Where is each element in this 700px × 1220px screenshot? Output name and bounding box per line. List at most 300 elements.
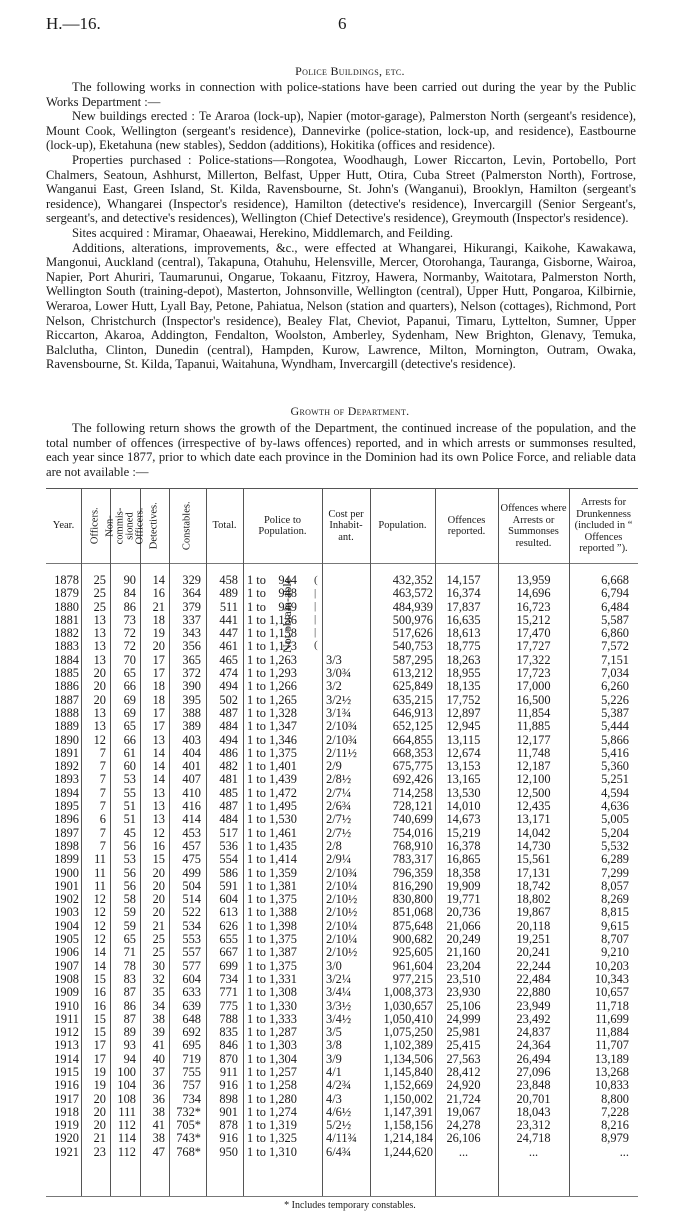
cell-offences-arrests: 12,100 xyxy=(516,772,551,787)
table-row xyxy=(46,1053,638,1066)
cell-cost-per-inhabitant: 2/6¾ xyxy=(326,799,352,814)
cell-offences-arrests: 13,171 xyxy=(516,812,551,827)
cell-population: 1,102,389 xyxy=(383,1038,433,1053)
cell-nco: 51 xyxy=(123,812,136,827)
cell-nco: 69 xyxy=(123,692,136,707)
cell-drunkenness-arrests: 5,204 xyxy=(601,825,629,840)
cell-nco: 53 xyxy=(123,772,136,787)
brace-decoration: ( | | | | ( xyxy=(314,574,318,651)
cell-constables: 557 xyxy=(182,945,201,960)
cell-offences-arrests: 17,727 xyxy=(516,639,551,654)
cell-total: 916 xyxy=(219,1131,238,1146)
cell-offences-reported: 14,010 xyxy=(446,799,481,814)
cell-police-to-population: 1 to 1,308 xyxy=(247,985,297,1000)
document-reference: H.—16. xyxy=(46,14,101,33)
cell-police-to-population: 1 to 1,401 xyxy=(247,759,297,774)
cell-cost-per-inhabitant: 3/0 xyxy=(326,958,342,973)
cell-constables: 379 xyxy=(182,599,201,614)
cell-population: 714,258 xyxy=(392,785,433,800)
cell-total: 901 xyxy=(219,1104,238,1119)
column-header-nco: Non-commis-sioned Officers. xyxy=(104,507,146,545)
cell-drunkenness-arrests: 7,228 xyxy=(601,1104,629,1119)
table-row xyxy=(46,800,638,813)
cell-year: 1912 xyxy=(54,1025,79,1040)
section-title-police-buildings: Police Buildings, etc. xyxy=(295,64,405,78)
cell-nco: 56 xyxy=(123,838,136,853)
table-row xyxy=(46,720,638,733)
cell-offences-arrests: 23,312 xyxy=(516,1118,551,1133)
cell-population: 675,775 xyxy=(392,759,433,774)
table-row xyxy=(46,867,638,880)
cell-police-to-population: 1 to 1,375 xyxy=(247,745,297,760)
cell-nco: 59 xyxy=(123,905,136,920)
cell-population: 540,753 xyxy=(392,639,433,654)
cell-officers: 12 xyxy=(93,892,106,907)
cell-drunkenness-arrests: 11,718 xyxy=(595,998,629,1013)
cell-offences-reported: 17,752 xyxy=(446,692,481,707)
cell-cost-per-inhabitant: 2/10½ xyxy=(326,905,358,920)
table-row xyxy=(46,813,638,826)
table-row xyxy=(46,946,638,959)
cell-detectives: 14 xyxy=(152,745,165,760)
cell-drunkenness-arrests: 9,615 xyxy=(601,918,629,933)
table-row xyxy=(46,1119,638,1132)
cell-offences-reported: 14,157 xyxy=(446,573,481,587)
cell-offences-arrests: 11,885 xyxy=(516,719,551,734)
cell-year: 1881 xyxy=(54,612,79,627)
cell-constables: 577 xyxy=(182,958,201,973)
cell-population: 625,849 xyxy=(392,679,433,694)
cell-cost-per-inhabitant: 2/11½ xyxy=(326,745,357,760)
cell-year: 1901 xyxy=(54,878,79,893)
cell-year: 1911 xyxy=(54,1011,79,1026)
cell-offences-arrests: 17,470 xyxy=(516,626,551,641)
cell-detectives: 32 xyxy=(152,971,165,986)
table-row xyxy=(46,840,638,853)
cell-offences-arrests: 12,500 xyxy=(516,785,551,800)
cell-police-to-population: 1 to 1,258 xyxy=(247,1078,297,1093)
cell-officers: 12 xyxy=(93,905,106,920)
cell-total: 474 xyxy=(219,666,238,681)
cell-year: 1913 xyxy=(54,1038,79,1053)
cell-offences-reported: 24,278 xyxy=(446,1118,481,1133)
cell-detectives: 38 xyxy=(152,1011,165,1026)
cell-total: 482 xyxy=(219,759,238,774)
cell-drunkenness-arrests: 8,815 xyxy=(601,905,629,920)
cell-population: 1,134,506 xyxy=(383,1051,433,1066)
cell-detectives: 21 xyxy=(152,918,165,933)
cell-drunkenness-arrests: 5,360 xyxy=(601,759,629,774)
cell-constables: 372 xyxy=(182,666,201,681)
cell-offences-arrests: 14,696 xyxy=(516,586,551,601)
cell-police-to-population: 1 to 1,257 xyxy=(247,1064,297,1079)
cell-nco: 86 xyxy=(123,599,136,614)
table-row xyxy=(46,827,638,840)
cell-total: 775 xyxy=(219,998,238,1013)
cell-cost-per-inhabitant: 6/4¾ xyxy=(326,1144,352,1159)
cell-offences-arrests: 18,043 xyxy=(516,1104,551,1119)
cell-constables: 534 xyxy=(182,918,201,933)
cell-police-to-population: 1 to 1,263 xyxy=(247,652,297,667)
cell-offences-arrests: 12,187 xyxy=(516,759,551,774)
cell-cost-per-inhabitant: 4/1 xyxy=(326,1064,342,1079)
cell-offences-arrests: 17,131 xyxy=(516,865,551,880)
cell-offences-reported: 16,378 xyxy=(446,838,481,853)
cell-year: 1887 xyxy=(54,692,79,707)
table-row xyxy=(46,654,638,667)
cell-offences-arrests: 23,949 xyxy=(516,998,551,1013)
column-header-total: Total. xyxy=(212,520,237,532)
table-row xyxy=(46,1093,638,1106)
cell-constables: 364 xyxy=(182,586,201,601)
cell-cost-per-inhabitant: 3/4¼ xyxy=(326,985,352,1000)
cell-police-to-population: 1 to 1,136 xyxy=(247,612,297,627)
cell-year: 1905 xyxy=(54,932,79,947)
cell-constables: 757 xyxy=(182,1078,201,1093)
cell-offences-arrests: 18,742 xyxy=(516,878,551,893)
cell-nco: 51 xyxy=(123,799,136,814)
cell-offences-reported: 20,249 xyxy=(446,932,481,947)
cell-year: 1917 xyxy=(54,1091,79,1106)
cell-nco: 70 xyxy=(123,652,136,667)
cell-detectives: 13 xyxy=(152,799,165,814)
cell-police-to-population: 1 to 1,330 xyxy=(247,998,297,1013)
cell-offences-reported: 14,673 xyxy=(446,812,481,827)
cell-drunkenness-arrests: 13,189 xyxy=(594,1051,629,1066)
cell-total: 487 xyxy=(219,705,238,720)
cell-total: 465 xyxy=(219,652,238,667)
cell-year: 1915 xyxy=(54,1064,79,1079)
cell-detectives: 41 xyxy=(152,1038,165,1053)
cell-officers: 7 xyxy=(99,772,106,787)
cell-officers: 13 xyxy=(93,626,106,641)
cell-total: 898 xyxy=(219,1091,238,1106)
cell-police-to-population: 1 to 1,319 xyxy=(247,1118,297,1133)
cell-drunkenness-arrests: 6,860 xyxy=(601,626,629,641)
cell-officers: 7 xyxy=(99,799,106,814)
table-row xyxy=(46,1026,638,1039)
cell-officers: 21 xyxy=(93,1131,106,1146)
cell-constables: 365 xyxy=(182,652,201,667)
cell-police-to-population: 1 to 1,266 xyxy=(247,679,297,694)
table-row xyxy=(46,1132,638,1145)
cell-population: 1,150,002 xyxy=(383,1091,433,1106)
cell-constables: 719 xyxy=(182,1051,201,1066)
cell-total: 502 xyxy=(219,692,238,707)
cell-nco: 72 xyxy=(123,639,136,654)
cell-population: 668,353 xyxy=(392,745,433,760)
cell-nco: 93 xyxy=(123,1038,136,1053)
cell-year: 1893 xyxy=(54,772,79,787)
cell-total: 699 xyxy=(219,958,238,973)
cell-offences-arrests: 19,251 xyxy=(516,932,551,947)
cell-offences-arrests: 22,244 xyxy=(516,958,551,973)
cell-detectives: 14 xyxy=(152,772,165,787)
cell-cost-per-inhabitant: 2/9¼ xyxy=(326,852,352,867)
cell-officers: 25 xyxy=(93,599,106,614)
cell-offences-reported: 12,945 xyxy=(446,719,481,734)
cell-cost-per-inhabitant: 3/8 xyxy=(326,1038,342,1053)
cell-police-to-population: 1 to 1,387 xyxy=(247,945,297,960)
cell-total: 916 xyxy=(219,1078,238,1093)
cell-detectives: 38 xyxy=(152,1104,165,1119)
cell-total: 486 xyxy=(219,745,238,760)
cell-police-to-population: 1 to 1,293 xyxy=(247,666,297,681)
cell-total: 771 xyxy=(219,985,238,1000)
cell-drunkenness-arrests: 6,668 xyxy=(601,573,629,587)
cell-population: 1,158,156 xyxy=(383,1118,433,1133)
cell-year: 1918 xyxy=(54,1104,79,1119)
cell-detectives: 37 xyxy=(152,1064,165,1079)
cell-detectives: 25 xyxy=(152,945,165,960)
cell-total: 950 xyxy=(219,1144,238,1159)
cell-population: 1,145,840 xyxy=(383,1064,433,1079)
cell-officers: 20 xyxy=(93,666,106,681)
cell-drunkenness-arrests: 7,299 xyxy=(601,865,629,880)
cell-year: 1886 xyxy=(54,679,79,694)
cell-year: 1895 xyxy=(54,799,79,814)
police-buildings-text xyxy=(46,80,636,372)
table-header xyxy=(46,489,638,563)
cell-nco: 66 xyxy=(123,679,136,694)
cell-police-to-population: 1 to 1,375 xyxy=(247,892,297,907)
cell-officers: 11 xyxy=(94,852,106,867)
cell-detectives: 20 xyxy=(152,865,165,880)
cell-officers: 19 xyxy=(93,1064,106,1079)
cell-police-to-population: 1 to 1,375 xyxy=(247,958,297,973)
cell-population: 613,212 xyxy=(392,666,433,681)
column-header-police-to-population: Police to Population. xyxy=(258,514,307,537)
cell-cost-per-inhabitant: 5/2½ xyxy=(326,1118,352,1133)
cell-constables: 329 xyxy=(182,573,201,587)
cell-total: 667 xyxy=(219,945,238,960)
column-header-offences-arrests: Offences where Arrests or Summonses resulted. xyxy=(500,503,567,549)
cell-offences-arrests: 18,802 xyxy=(516,892,551,907)
cell-offences-arrests: 27,096 xyxy=(516,1064,551,1079)
cell-drunkenness-arrests: 10,203 xyxy=(594,958,629,973)
cell-population: 646,913 xyxy=(392,705,433,720)
paragraph: Additions, alterations, improvements, &c., were effected at Whangarei, Hikurangi, Kaikohe, Kawakawa, Mangonui, Auckland (central), Takapuna, Otahuhu, Helensville, Mercer, Otorohanga, Tauranga, Gisborne, Wairoa, Napier, Port Ahuriri, Taumarunui, Ongarue, Tokaanu, Fitzroy, Hawera, Normanby, Waitotara, Palmerston North, Wellington South (training-depot), Masterton, Johnsonville, Wellington (central), Upper Hutt, Pongaroa, Kilbirnie, Weraroa, Lower Hutt, Lyall Bay, Petone, Pahiatua, Nelson (station and quarters), Nelson (cottages), Richmond, Port Nelson, Christchurch (Inspector's residence), Bealey Flat, Cheviot, Papanui, Timaru, Lyttelton, Sumner, Upper Riccarton, Akaroa, Addington, Fendalton, Woolston, Amberley, Sydenham, New Brighton, Glenavy, Temuka, Balclutha, Clinton, Dunedin (central), Hampden, Kurow, Lawrence, Milton, Mornington, Outram, Owaka, Ravensbourne, St. Kilda, Tapanui, Waitahuna, Wyndham, Invercargill (detective's residence). xyxy=(46,240,636,372)
cell-nco: 72 xyxy=(123,626,136,641)
cell-cost-per-inhabitant: 2/10¼ xyxy=(326,878,358,893)
table-row xyxy=(46,734,638,747)
cell-nco: 84 xyxy=(123,586,136,601)
cell-total: 536 xyxy=(219,838,238,853)
table-row xyxy=(46,1106,638,1119)
cell-detectives: 47 xyxy=(152,1144,165,1159)
cell-offences-reported: 18,358 xyxy=(446,865,481,880)
cell-total: 613 xyxy=(219,905,238,920)
table-row xyxy=(46,880,638,893)
cell-officers: 13 xyxy=(93,652,106,667)
cell-detectives: 17 xyxy=(152,666,165,681)
cell-police-to-population: 1 to 1,388 xyxy=(247,905,297,920)
table-row xyxy=(46,1066,638,1079)
cell-detectives: 30 xyxy=(152,958,165,973)
table-row xyxy=(46,1000,638,1013)
cell-offences-arrests: 17,000 xyxy=(516,679,551,694)
cell-drunkenness-arrests: 9,210 xyxy=(601,945,629,960)
cell-offences-reported: 21,724 xyxy=(446,1091,481,1106)
cell-officers: 20 xyxy=(93,1118,106,1133)
cell-offences-reported: 24,920 xyxy=(446,1078,481,1093)
cell-cost-per-inhabitant: 4/3 xyxy=(326,1091,342,1106)
table-row xyxy=(46,853,638,866)
cell-constables: 768* xyxy=(176,1144,201,1159)
cell-total: 461 xyxy=(219,639,238,654)
cell-detectives: 34 xyxy=(152,998,165,1013)
cell-nco: 69 xyxy=(123,705,136,720)
cell-year: 1906 xyxy=(54,945,79,960)
cell-offences-reported: 16,865 xyxy=(446,852,481,867)
cell-population: 1,214,184 xyxy=(383,1131,433,1146)
growth-intro-text xyxy=(46,421,636,479)
cell-constables: 389 xyxy=(182,719,201,734)
cell-police-to-population: 1 to 948 xyxy=(247,586,297,601)
table-row xyxy=(46,747,638,760)
cell-officers: 14 xyxy=(93,958,106,973)
cell-population: 740,699 xyxy=(392,812,433,827)
cell-total: 481 xyxy=(219,772,238,787)
cell-offences-arrests: 24,718 xyxy=(516,1131,551,1146)
cell-cost-per-inhabitant: 4/11¾ xyxy=(326,1131,357,1146)
cell-drunkenness-arrests: 8,979 xyxy=(601,1131,629,1146)
cell-constables: 504 xyxy=(182,878,201,893)
cell-constables: 695 xyxy=(182,1038,201,1053)
table-body xyxy=(46,574,638,1159)
cell-year: 1878 xyxy=(54,573,79,587)
page-header xyxy=(46,14,646,38)
table-row xyxy=(46,906,638,919)
cell-officers: 11 xyxy=(94,878,106,893)
column-header-population: Population. xyxy=(378,520,427,532)
cell-nco: 90 xyxy=(123,573,136,587)
cell-officers: 17 xyxy=(93,1038,106,1053)
cell-officers: 20 xyxy=(93,1091,106,1106)
cell-year: 1914 xyxy=(54,1051,79,1066)
cell-offences-reported: 26,106 xyxy=(446,1131,481,1146)
cell-population: 1,030,657 xyxy=(383,998,433,1013)
cell-total: 911 xyxy=(219,1064,238,1079)
cell-drunkenness-arrests: 5,251 xyxy=(601,772,629,787)
cell-detectives: 17 xyxy=(152,652,165,667)
cell-year: 1883 xyxy=(54,639,79,654)
cell-total: 655 xyxy=(219,932,238,947)
cell-officers: 7 xyxy=(99,745,106,760)
cell-officers: 25 xyxy=(93,586,106,601)
cell-officers: 16 xyxy=(93,985,106,1000)
cell-detectives: 15 xyxy=(152,852,165,867)
cell-year: 1894 xyxy=(54,785,79,800)
cell-population: 652,125 xyxy=(392,719,433,734)
cell-population: 664,855 xyxy=(392,732,433,747)
cell-police-to-population: 1 to 1,347 xyxy=(247,719,297,734)
table-row xyxy=(46,760,638,773)
paragraph: The following works in connection with police-stations have been carried out during the year by the Public Works Department :— xyxy=(46,80,636,109)
cell-offences-arrests: 20,241 xyxy=(516,945,551,960)
cell-cost-per-inhabitant: 3/3½ xyxy=(326,998,352,1013)
cell-officers: 7 xyxy=(99,838,106,853)
cell-total: 494 xyxy=(219,679,238,694)
cell-cost-per-inhabitant: 2/8½ xyxy=(326,772,352,787)
cell-drunkenness-arrests: 6,260 xyxy=(601,679,629,694)
paragraph: New buildings erected : Te Araroa (lock-up), Napier (motor-garage), Palmerston North (sergeant's residence), Mount Cook, Wellington (sergeant's residence), Dannevirke (police-station, lock-up, and residence), Eastbourne (lock-up), Eketahuna (new stables), Seddon (additions), Hokitika (offices and residence). xyxy=(46,109,636,153)
cell-nco: 89 xyxy=(123,1025,136,1040)
cell-offences-reported: 17,837 xyxy=(446,599,481,614)
cell-cost-per-inhabitant: 2/7¼ xyxy=(326,785,352,800)
table-row xyxy=(46,773,638,786)
cell-nco: 100 xyxy=(117,1064,136,1079)
cell-nco: 53 xyxy=(123,852,136,867)
cell-nco: 45 xyxy=(123,825,136,840)
cell-constables: 755 xyxy=(182,1064,201,1079)
cell-total: 511 xyxy=(219,599,238,614)
cell-cost-per-inhabitant: 2/7½ xyxy=(326,812,352,827)
cell-officers: 19 xyxy=(93,1078,106,1093)
cell-nco: 65 xyxy=(123,932,136,947)
cell-year: 1908 xyxy=(54,971,79,986)
cell-constables: 390 xyxy=(182,679,201,694)
cell-population: 692,426 xyxy=(392,772,433,787)
cell-officers: 7 xyxy=(99,825,106,840)
cell-population: 635,215 xyxy=(392,692,433,707)
cell-offences-arrests: 17,723 xyxy=(516,666,551,681)
cell-drunkenness-arrests: 11,699 xyxy=(595,1011,629,1026)
cell-offences-reported: 12,897 xyxy=(446,705,481,720)
cell-drunkenness-arrests: 8,216 xyxy=(601,1118,629,1133)
cell-year: 1919 xyxy=(54,1118,79,1133)
cell-cost-per-inhabitant: 3/4½ xyxy=(326,1011,352,1026)
column-header-officers: Officers. xyxy=(89,507,101,545)
cell-population: 900,682 xyxy=(392,932,433,947)
cell-cost-per-inhabitant: 2/7½ xyxy=(326,825,352,840)
cell-year: 1889 xyxy=(54,719,79,734)
cell-offences-reported: 18,135 xyxy=(446,679,481,694)
table-row xyxy=(46,667,638,680)
cell-year: 1896 xyxy=(54,812,79,827)
cell-detectives: 19 xyxy=(152,626,165,641)
table-row xyxy=(46,601,638,614)
cell-constables: 648 xyxy=(182,1011,201,1026)
cell-nco: 108 xyxy=(117,1091,136,1106)
cell-police-to-population: 1 to 1,414 xyxy=(247,852,297,867)
table-row xyxy=(46,587,638,600)
cell-cost-per-inhabitant: 3/2¼ xyxy=(326,971,352,986)
cell-cost-per-inhabitant: 2/10¾ xyxy=(326,732,358,747)
cell-constables: 604 xyxy=(182,971,201,986)
paragraph: The following return shows the growth of the Department, the continued increase of the population, and the total number of offences (irrespective of by-laws offences) reported, and in which arrests or summonses resulted, each year since 1877, prior to which date each province in the Dominion had its own Police Force, and reliable data are not available :— xyxy=(46,421,636,479)
cell-cost-per-inhabitant: 2/10¼ xyxy=(326,932,358,947)
cell-offences-arrests: 16,500 xyxy=(516,692,551,707)
cell-drunkenness-arrests: 11,707 xyxy=(595,1038,629,1053)
cell-offences-arrests: ... xyxy=(528,1144,539,1159)
cell-officers: 17 xyxy=(93,1051,106,1066)
cell-total: 870 xyxy=(219,1051,238,1066)
cell-cost-per-inhabitant: 3/2½ xyxy=(326,692,352,707)
cell-offences-arrests: 26,494 xyxy=(516,1051,551,1066)
cell-drunkenness-arrests: 10,343 xyxy=(594,971,629,986)
cell-offences-reported: 13,115 xyxy=(446,732,481,747)
cell-total: 494 xyxy=(219,732,238,747)
cell-population: 754,016 xyxy=(392,825,433,840)
cell-population: 783,317 xyxy=(392,852,433,867)
cell-drunkenness-arrests: 13,268 xyxy=(594,1064,629,1079)
cell-nco: 112 xyxy=(117,1118,136,1133)
cell-police-to-population: 1 to 1,333 xyxy=(247,1011,297,1026)
cell-offences-reported: 16,635 xyxy=(446,612,481,627)
cell-police-to-population: 1 to 1,495 xyxy=(247,799,297,814)
cell-detectives: 20 xyxy=(152,905,165,920)
